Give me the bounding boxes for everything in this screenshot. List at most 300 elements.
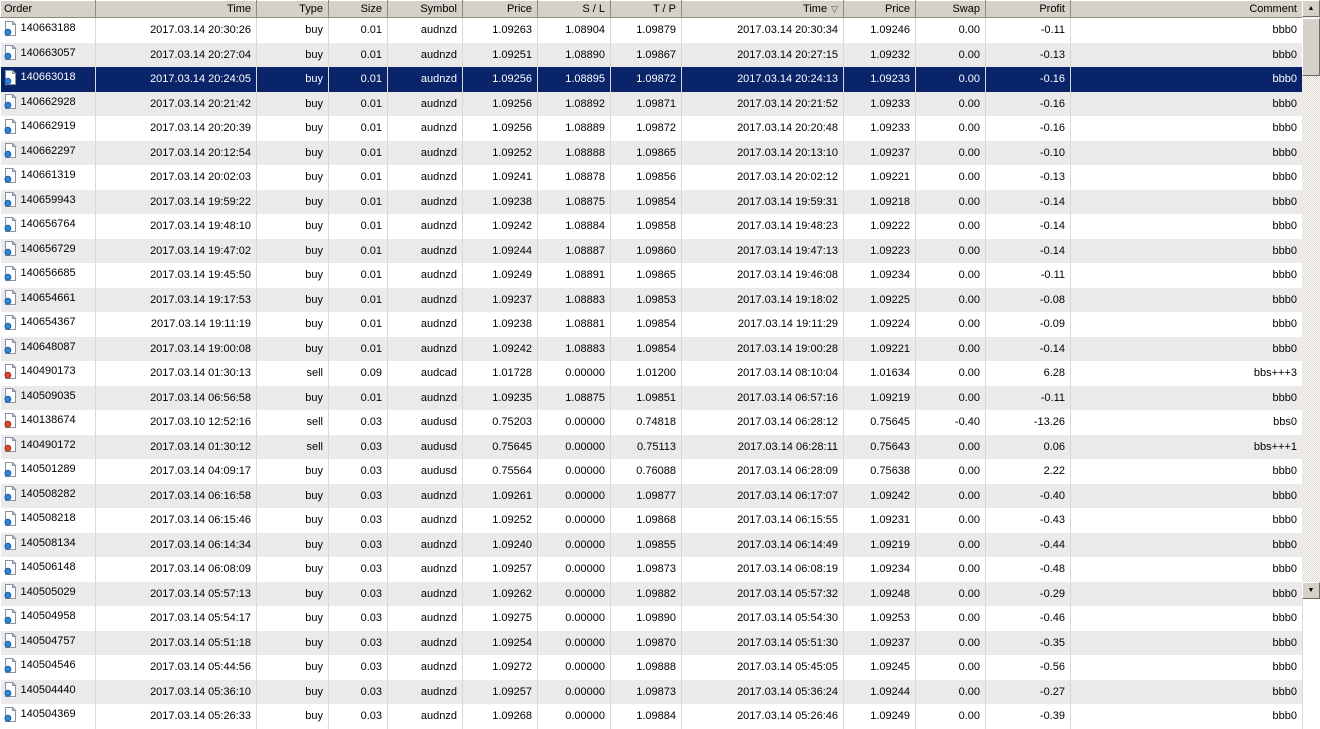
cell-symbol: audnzd — [388, 18, 463, 43]
cell-sl: 0.00000 — [538, 361, 611, 386]
cell-order — [1, 116, 96, 141]
cell-price: 0.75645 — [463, 435, 538, 460]
cell-sl: 1.08881 — [538, 312, 611, 337]
history-row[interactable] — [1, 533, 1303, 558]
column-header-size[interactable] — [329, 1, 388, 18]
cell-close_time: 2017.03.14 06:17:07 — [682, 484, 844, 509]
order-buy-icon — [4, 682, 17, 697]
cell-type: sell — [257, 435, 329, 460]
cell-price: 1.09256 — [463, 67, 538, 92]
cell-type: buy — [257, 508, 329, 533]
cell-order — [1, 239, 96, 264]
cell-price: 1.09262 — [463, 582, 538, 607]
order-sell-icon — [4, 413, 17, 428]
cell-swap: 0.00 — [916, 288, 986, 313]
cell-type: buy — [257, 43, 329, 68]
cell-sl: 1.08883 — [538, 288, 611, 313]
history-row[interactable] — [1, 165, 1303, 190]
scroll-up-button[interactable] — [1302, 0, 1320, 17]
cell-type: buy — [257, 557, 329, 582]
order-buy-icon — [4, 658, 17, 673]
cell-close_time: 2017.03.14 19:46:08 — [682, 263, 844, 288]
cell-symbol: audnzd — [388, 557, 463, 582]
cell-close_time: 2017.03.14 08:10:04 — [682, 361, 844, 386]
cell-size: 0.03 — [329, 410, 388, 435]
order-buy-icon — [4, 290, 17, 305]
cell-profit: -0.16 — [986, 92, 1071, 117]
cell-sl: 0.00000 — [538, 631, 611, 656]
cell-size: 0.03 — [329, 508, 388, 533]
cell-tp: 1.09854 — [611, 312, 682, 337]
history-row[interactable] — [1, 43, 1303, 68]
cell-close_time: 2017.03.14 20:21:52 — [682, 92, 844, 117]
cell-swap: 0.00 — [916, 704, 986, 729]
cell-sl: 0.00000 — [538, 557, 611, 582]
cell-open_time: 2017.03.10 12:52:16 — [96, 410, 257, 435]
vertical-scrollbar[interactable] — [1302, 0, 1320, 599]
history-row[interactable] — [1, 361, 1303, 386]
cell-profit: -0.56 — [986, 655, 1071, 680]
scrollbar-thumb[interactable] — [1302, 18, 1320, 76]
cell-symbol: audnzd — [388, 288, 463, 313]
order-number: 140661319 — [20, 169, 76, 181]
history-row[interactable] — [1, 288, 1303, 313]
cell-size: 0.01 — [329, 214, 388, 239]
order-number: 140504958 — [20, 610, 76, 622]
cell-symbol: audnzd — [388, 263, 463, 288]
cell-size: 0.01 — [329, 67, 388, 92]
cell-swap: 0.00 — [916, 263, 986, 288]
history-row[interactable] — [1, 606, 1303, 631]
cell-size: 0.01 — [329, 263, 388, 288]
cell-swap: 0.00 — [916, 557, 986, 582]
cell-close_time: 2017.03.14 06:08:19 — [682, 557, 844, 582]
column-header-label: Profit — [1039, 3, 1065, 15]
cell-close_price: 1.09246 — [844, 18, 916, 43]
order-number: 140656764 — [20, 218, 76, 230]
cell-close_price: 1.09237 — [844, 141, 916, 166]
history-row[interactable] — [1, 386, 1303, 411]
cell-open_time: 2017.03.14 05:57:13 — [96, 582, 257, 607]
cell-type: sell — [257, 361, 329, 386]
cell-symbol: audnzd — [388, 190, 463, 215]
cell-close_price: 1.09242 — [844, 484, 916, 509]
cell-profit: -0.11 — [986, 386, 1071, 411]
cell-profit: -0.44 — [986, 533, 1071, 558]
cell-symbol: audnzd — [388, 386, 463, 411]
cell-tp: 1.09879 — [611, 18, 682, 43]
cell-profit: -0.48 — [986, 557, 1071, 582]
cell-price: 1.09268 — [463, 704, 538, 729]
cell-type: buy — [257, 67, 329, 92]
history-row[interactable] — [1, 18, 1303, 43]
history-row[interactable] — [1, 337, 1303, 362]
cell-price: 1.09238 — [463, 190, 538, 215]
column-header-type[interactable] — [257, 1, 329, 18]
cell-symbol: audusd — [388, 435, 463, 460]
cell-close_time: 2017.03.14 19:59:31 — [682, 190, 844, 215]
cell-profit: -13.26 — [986, 410, 1071, 435]
cell-size: 0.01 — [329, 386, 388, 411]
history-row[interactable] — [1, 116, 1303, 141]
cell-type: buy — [257, 680, 329, 705]
order-number: 140490173 — [20, 365, 76, 377]
cell-type: buy — [257, 606, 329, 631]
order-number: 140505029 — [20, 585, 76, 598]
cell-open_time: 2017.03.14 19:48:10 — [96, 214, 257, 239]
cell-sl: 1.08878 — [538, 165, 611, 190]
cell-symbol: audnzd — [388, 655, 463, 680]
column-header-label: Symbol — [420, 3, 457, 15]
cell-size: 0.03 — [329, 533, 388, 558]
cell-type: buy — [257, 92, 329, 117]
cell-sl: 0.00000 — [538, 435, 611, 460]
column-header-tp[interactable] — [611, 1, 682, 18]
order-number: 140506148 — [20, 561, 76, 573]
order-number: 140509035 — [20, 389, 76, 402]
cell-order — [1, 337, 96, 362]
cell-swap: 0.00 — [916, 386, 986, 411]
order-buy-icon — [4, 168, 17, 183]
cell-price: 1.09272 — [463, 655, 538, 680]
history-row[interactable] — [1, 655, 1303, 680]
cell-sl: 1.08891 — [538, 263, 611, 288]
order-number: 140662919 — [20, 120, 76, 132]
history-row[interactable] — [1, 92, 1303, 117]
column-header-symbol[interactable] — [388, 1, 463, 18]
cell-type: buy — [257, 165, 329, 190]
cell-profit: -0.09 — [986, 312, 1071, 337]
order-sell-icon — [4, 437, 17, 452]
cell-comment: bbb0 — [1071, 312, 1303, 337]
cell-tp: 0.76088 — [611, 459, 682, 484]
cell-type: buy — [257, 533, 329, 558]
cell-size: 0.03 — [329, 435, 388, 460]
cell-sl: 1.08890 — [538, 43, 611, 68]
cell-order — [1, 263, 96, 288]
cell-order — [1, 459, 96, 484]
cell-comment: bbb0 — [1071, 288, 1303, 313]
column-header-close_time[interactable] — [682, 1, 844, 18]
cell-size: 0.03 — [329, 631, 388, 656]
cell-symbol: audnzd — [388, 214, 463, 239]
cell-close_price: 1.09223 — [844, 239, 916, 264]
column-header-label: Time — [803, 3, 828, 15]
cell-order — [1, 533, 96, 558]
cell-close_time: 2017.03.14 06:15:55 — [682, 508, 844, 533]
cell-close_price: 1.09225 — [844, 288, 916, 313]
cell-tp: 1.09872 — [611, 116, 682, 141]
history-row[interactable] — [1, 239, 1303, 264]
column-header-profit[interactable] — [986, 1, 1071, 18]
cell-close_time: 2017.03.14 05:57:32 — [682, 582, 844, 607]
cell-price: 1.09257 — [463, 557, 538, 582]
order-buy-icon — [4, 486, 17, 501]
cell-type: buy — [257, 18, 329, 43]
cell-profit: -0.14 — [986, 337, 1071, 362]
history-row[interactable] — [1, 459, 1303, 484]
cell-open_time: 2017.03.14 20:30:26 — [96, 18, 257, 43]
cell-close_price: 1.09245 — [844, 655, 916, 680]
column-header-close_price[interactable] — [844, 1, 916, 18]
history-row[interactable] — [1, 312, 1303, 337]
cell-order — [1, 655, 96, 680]
cell-symbol: audnzd — [388, 239, 463, 264]
cell-close_time: 2017.03.14 20:20:48 — [682, 116, 844, 141]
cell-symbol: audnzd — [388, 680, 463, 705]
cell-size: 0.01 — [329, 43, 388, 68]
cell-sl: 1.08895 — [538, 67, 611, 92]
cell-tp: 0.74818 — [611, 410, 682, 435]
cell-comment: bbb0 — [1071, 704, 1303, 729]
order-buy-icon — [4, 633, 17, 648]
cell-comment: bbb0 — [1071, 631, 1303, 656]
order-number: 140663057 — [20, 46, 76, 59]
order-buy-icon — [4, 266, 17, 281]
cell-profit: -0.29 — [986, 582, 1071, 607]
cell-swap: -0.40 — [916, 410, 986, 435]
cell-price: 1.09275 — [463, 606, 538, 631]
cell-sl: 0.00000 — [538, 533, 611, 558]
column-header-price[interactable] — [463, 1, 538, 18]
cell-close_time: 2017.03.14 05:26:46 — [682, 704, 844, 729]
cell-price: 1.09235 — [463, 386, 538, 411]
order-number: 140508134 — [20, 536, 76, 549]
cell-size: 0.01 — [329, 239, 388, 264]
history-row[interactable] — [1, 582, 1303, 607]
history-row[interactable] — [1, 680, 1303, 705]
history-row[interactable] — [1, 631, 1303, 656]
cell-order — [1, 18, 96, 43]
cell-tp: 1.09858 — [611, 214, 682, 239]
order-number: 140648087 — [20, 340, 76, 353]
cell-size: 0.01 — [329, 92, 388, 117]
cell-close_price: 1.09234 — [844, 263, 916, 288]
cell-open_time: 2017.03.14 05:44:56 — [96, 655, 257, 680]
cell-close_time: 2017.03.14 06:14:49 — [682, 533, 844, 558]
cell-sl: 0.00000 — [538, 655, 611, 680]
cell-tp: 1.09888 — [611, 655, 682, 680]
column-header-order[interactable] — [1, 1, 96, 18]
cell-tp: 1.09872 — [611, 67, 682, 92]
order-number: 140656685 — [20, 267, 76, 279]
cell-comment: bbb0 — [1071, 67, 1303, 92]
cell-comment: bbb0 — [1071, 484, 1303, 509]
cell-open_time: 2017.03.14 05:54:17 — [96, 606, 257, 631]
cell-close_price: 1.09219 — [844, 533, 916, 558]
cell-price: 1.09252 — [463, 508, 538, 533]
cell-open_time: 2017.03.14 01:30:12 — [96, 435, 257, 460]
cell-symbol: audnzd — [388, 92, 463, 117]
cell-order — [1, 361, 96, 386]
cell-swap: 0.00 — [916, 606, 986, 631]
cell-close_price: 1.09231 — [844, 508, 916, 533]
column-header-swap[interactable] — [916, 1, 986, 18]
cell-profit: -0.11 — [986, 18, 1071, 43]
cell-close_time: 2017.03.14 05:36:24 — [682, 680, 844, 705]
cell-tp: 1.09865 — [611, 263, 682, 288]
cell-size: 0.03 — [329, 655, 388, 680]
cell-symbol: audnzd — [388, 631, 463, 656]
cell-profit: 0.06 — [986, 435, 1071, 460]
cell-comment: bbb0 — [1071, 508, 1303, 533]
cell-size: 0.09 — [329, 361, 388, 386]
cell-size: 0.01 — [329, 141, 388, 166]
cell-price: 1.09256 — [463, 92, 538, 117]
cell-profit: 2.22 — [986, 459, 1071, 484]
cell-comment: bbb0 — [1071, 263, 1303, 288]
cell-type: buy — [257, 116, 329, 141]
cell-symbol: audnzd — [388, 606, 463, 631]
cell-sl: 1.08875 — [538, 190, 611, 215]
cell-swap: 0.00 — [916, 18, 986, 43]
cell-tp: 1.09882 — [611, 582, 682, 607]
cell-profit: -0.10 — [986, 141, 1071, 166]
cell-close_time: 2017.03.14 20:24:13 — [682, 67, 844, 92]
cell-tp: 1.09865 — [611, 141, 682, 166]
order-buy-icon — [4, 143, 17, 158]
cell-close_time: 2017.03.14 19:18:02 — [682, 288, 844, 313]
cell-close_price: 1.09218 — [844, 190, 916, 215]
cell-symbol: audnzd — [388, 704, 463, 729]
order-buy-icon — [4, 584, 17, 599]
history-row[interactable] — [1, 410, 1303, 435]
cell-symbol: audnzd — [388, 337, 463, 362]
cell-tp: 1.09854 — [611, 337, 682, 362]
cell-tp: 1.09871 — [611, 92, 682, 117]
cell-close_price: 1.09237 — [844, 631, 916, 656]
cell-type: buy — [257, 214, 329, 239]
cell-price: 1.09241 — [463, 165, 538, 190]
cell-profit: -0.14 — [986, 214, 1071, 239]
cell-swap: 0.00 — [916, 361, 986, 386]
order-buy-icon — [4, 70, 17, 85]
cell-size: 0.03 — [329, 557, 388, 582]
cell-close_price: 1.09244 — [844, 680, 916, 705]
cell-sl: 1.08884 — [538, 214, 611, 239]
cell-sl: 1.08892 — [538, 92, 611, 117]
order-number: 140508218 — [20, 512, 76, 524]
cell-sl: 0.00000 — [538, 704, 611, 729]
order-buy-icon — [4, 339, 17, 354]
cell-size: 0.03 — [329, 582, 388, 607]
cell-price: 1.09237 — [463, 288, 538, 313]
cell-price: 1.09240 — [463, 533, 538, 558]
history-row[interactable] — [1, 435, 1303, 460]
column-header-comment[interactable] — [1071, 1, 1303, 18]
cell-open_time: 2017.03.14 20:12:54 — [96, 141, 257, 166]
cell-comment: bbs+++1 — [1071, 435, 1303, 460]
cell-profit: -0.14 — [986, 239, 1071, 264]
cell-open_time: 2017.03.14 20:27:04 — [96, 43, 257, 68]
order-buy-icon — [4, 535, 17, 550]
order-buy-icon — [4, 315, 17, 330]
cell-close_price: 1.09222 — [844, 214, 916, 239]
history-row[interactable] — [1, 484, 1303, 509]
cell-size: 0.03 — [329, 606, 388, 631]
column-header-label: Price — [506, 3, 532, 15]
order-number: 140662928 — [20, 95, 76, 108]
table-header-row — [1, 1, 1303, 18]
cell-price: 1.09252 — [463, 141, 538, 166]
cell-tp: 0.75113 — [611, 435, 682, 460]
history-row[interactable] — [1, 557, 1303, 582]
cell-size: 0.01 — [329, 288, 388, 313]
cell-order — [1, 92, 96, 117]
history-row[interactable] — [1, 190, 1303, 215]
column-header-label: Time — [226, 3, 251, 15]
cell-type: buy — [257, 190, 329, 215]
column-header-sl[interactable] — [538, 1, 611, 18]
cell-tp: 1.09854 — [611, 190, 682, 215]
column-header-open_time[interactable] — [96, 1, 257, 18]
cell-open_time: 2017.03.14 06:56:58 — [96, 386, 257, 411]
cell-close_price: 1.09221 — [844, 165, 916, 190]
history-row[interactable] — [1, 214, 1303, 239]
cell-close_price: 1.09233 — [844, 67, 916, 92]
cell-price: 1.01728 — [463, 361, 538, 386]
cell-order — [1, 312, 96, 337]
cell-symbol: audnzd — [388, 116, 463, 141]
history-row[interactable] — [1, 704, 1303, 729]
cell-close_time: 2017.03.14 06:28:09 — [682, 459, 844, 484]
cell-profit: -0.46 — [986, 606, 1071, 631]
cell-type: buy — [257, 386, 329, 411]
cell-order — [1, 680, 96, 705]
cell-profit: -0.27 — [986, 680, 1071, 705]
cell-tp: 1.09877 — [611, 484, 682, 509]
cell-symbol: audnzd — [388, 43, 463, 68]
history-row[interactable] — [1, 67, 1303, 92]
order-buy-icon — [4, 609, 17, 624]
cell-order — [1, 141, 96, 166]
order-number: 140663018 — [20, 71, 76, 83]
cell-comment: bbb0 — [1071, 190, 1303, 215]
cell-open_time: 2017.03.14 06:15:46 — [96, 508, 257, 533]
cell-symbol: audnzd — [388, 141, 463, 166]
cell-size: 0.01 — [329, 116, 388, 141]
cell-symbol: audnzd — [388, 582, 463, 607]
history-row[interactable] — [1, 141, 1303, 166]
cell-size: 0.01 — [329, 165, 388, 190]
order-buy-icon — [4, 511, 17, 526]
cell-order — [1, 165, 96, 190]
cell-symbol: audnzd — [388, 484, 463, 509]
cell-price: 1.09257 — [463, 680, 538, 705]
order-number: 140504440 — [20, 683, 76, 696]
cell-comment: bbb0 — [1071, 655, 1303, 680]
cell-order — [1, 508, 96, 533]
scroll-up-icon: ▲ — [1307, 5, 1315, 12]
cell-sl: 0.00000 — [538, 680, 611, 705]
cell-close_time: 2017.03.14 05:54:30 — [682, 606, 844, 631]
cell-order — [1, 386, 96, 411]
cell-swap: 0.00 — [916, 435, 986, 460]
cell-size: 0.03 — [329, 704, 388, 729]
cell-tp: 1.09873 — [611, 680, 682, 705]
cell-type: buy — [257, 582, 329, 607]
order-number: 140662297 — [20, 144, 76, 157]
order-buy-icon — [4, 21, 17, 36]
cell-open_time: 2017.03.14 04:09:17 — [96, 459, 257, 484]
cell-close_price: 1.09233 — [844, 92, 916, 117]
scroll-down-button[interactable] — [1302, 582, 1320, 599]
cell-sl: 0.00000 — [538, 606, 611, 631]
cell-type: buy — [257, 337, 329, 362]
history-row[interactable] — [1, 508, 1303, 533]
history-row[interactable] — [1, 263, 1303, 288]
cell-swap: 0.00 — [916, 533, 986, 558]
